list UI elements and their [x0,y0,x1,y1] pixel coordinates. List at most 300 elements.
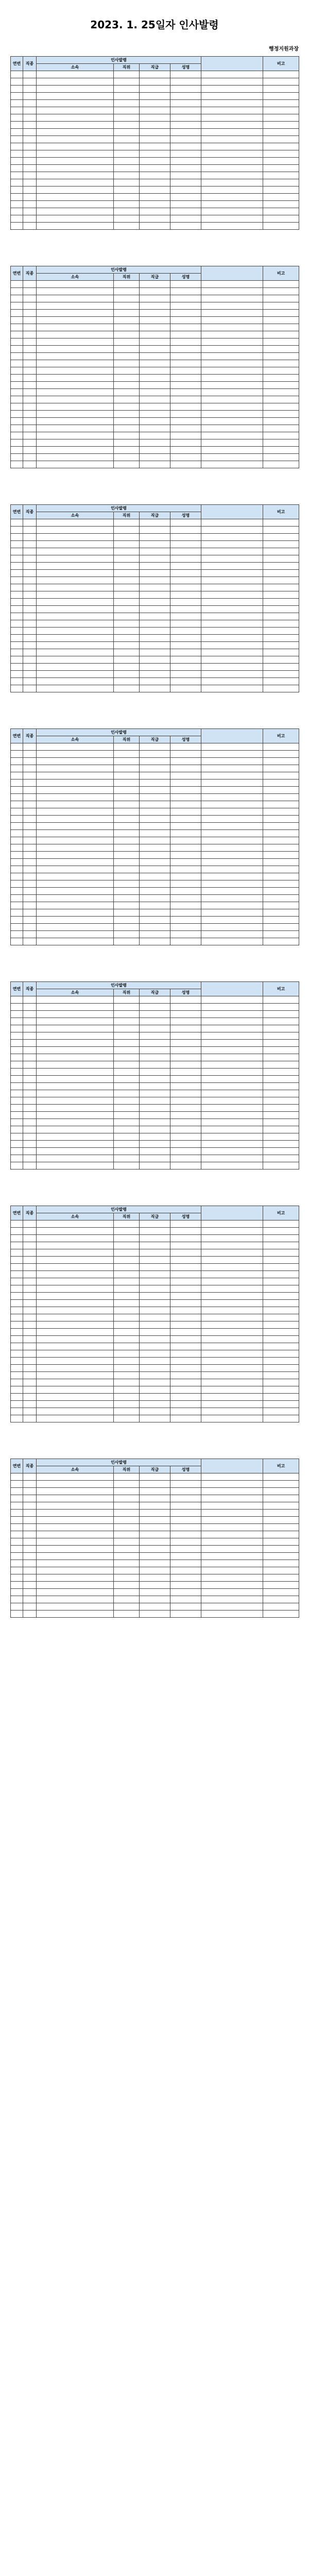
table-cell [37,873,114,880]
table-cell [170,1582,201,1589]
table-cell [23,432,37,439]
table-row [11,844,299,852]
table-cell [263,1097,299,1105]
table-cell [11,346,23,353]
table-cell [23,1047,37,1054]
table-cell [170,179,201,187]
table-cell [114,1574,140,1582]
table-cell [23,924,37,931]
table-cell [23,570,37,577]
table-cell [23,1242,37,1249]
table-cell [170,685,201,692]
table-cell [23,172,37,179]
table-cell [140,938,170,945]
table-cell [263,382,299,389]
table-row [11,215,299,223]
table-cell [201,1162,263,1170]
table-cell [263,403,299,411]
table-cell [114,541,140,548]
table-cell [170,129,201,136]
table-cell [263,888,299,895]
table-cell [140,201,170,208]
table-cell [23,136,37,143]
table-cell [114,1329,140,1336]
table-cell [11,461,23,468]
table-cell [11,1408,23,1415]
column-header: 비고 [263,1459,299,1473]
table-cell [114,1510,140,1517]
table-row [11,1560,299,1567]
table-cell [170,555,201,563]
table-cell [37,938,114,945]
table-cell [170,772,201,779]
table-cell [263,1083,299,1090]
table-row [11,823,299,830]
table-cell [140,1133,170,1141]
column-header: 직종 [23,57,37,71]
table-cell [170,281,201,288]
table-cell [170,1596,201,1603]
table-cell [170,107,201,114]
table-cell [23,317,37,324]
table-cell [11,996,23,1004]
table-cell [11,281,23,288]
table-cell [114,432,140,439]
table-cell [23,1386,37,1394]
table-cell [140,1083,170,1090]
table-cell [114,1538,140,1546]
table-cell [170,606,201,613]
table-row [11,129,299,136]
table-cell [170,527,201,534]
table-cell [201,642,263,649]
table-cell [23,281,37,288]
table-row [11,1076,299,1083]
table-cell [114,1560,140,1567]
table-cell [140,931,170,938]
table-cell [114,411,140,418]
table-cell [201,852,263,859]
table-cell [23,866,37,873]
table-cell [263,1148,299,1155]
table-cell [23,86,37,93]
table-row [11,375,299,382]
table-cell [140,555,170,563]
table-cell [140,1040,170,1047]
table-cell [11,1321,23,1329]
table-cell [37,71,114,78]
table-cell [140,1596,170,1603]
table-cell [263,1350,299,1358]
table-cell [37,635,114,642]
table-cell [37,1061,114,1069]
table-cell [11,1589,23,1596]
table-row [11,1090,299,1097]
table-cell [140,1553,170,1560]
table-cell [114,1105,140,1112]
table-cell [23,411,37,418]
table-cell [23,1293,37,1300]
table-cell [114,1047,140,1054]
table-cell [170,1365,201,1372]
table-row [11,1336,299,1343]
table-cell [23,1560,37,1567]
table-cell [263,1293,299,1300]
table-cell [114,563,140,570]
table-cell [170,570,201,577]
table-cell [263,201,299,208]
table-cell [37,1314,114,1321]
table-cell [140,519,170,527]
table-row [11,367,299,375]
table-cell [170,1531,201,1538]
table-cell [201,1018,263,1025]
table-cell [37,1105,114,1112]
table-cell [11,909,23,917]
table-cell [170,902,201,909]
column-header: 소속 [37,512,114,519]
table-cell [170,403,201,411]
table-cell [114,996,140,1004]
table-cell [11,1097,23,1105]
table-cell [201,823,263,830]
table-cell [201,548,263,555]
column-header: 성명 [170,989,201,996]
table-cell [140,859,170,866]
table-cell [37,1473,114,1481]
table-cell [114,1379,140,1386]
table-cell [11,1560,23,1567]
table-cell [23,338,37,346]
table-cell [37,1097,114,1105]
table-cell [140,129,170,136]
table-row [11,454,299,461]
table-cell [11,1495,23,1502]
table-cell [170,1314,201,1321]
table-cell [263,1155,299,1162]
table-cell [263,577,299,584]
table-cell [140,194,170,201]
table-cell [23,888,37,895]
table-cell [37,656,114,664]
table-cell [11,1040,23,1047]
table-cell [37,1321,114,1329]
table-cell [263,1567,299,1574]
table-cell [170,563,201,570]
table-cell [170,1589,201,1596]
table-cell [170,1105,201,1112]
table-cell [37,743,114,751]
table-cell [11,1365,23,1372]
table-cell [37,642,114,649]
table-cell [37,1264,114,1271]
table-cell [114,338,140,346]
table-cell [11,447,23,454]
table-cell [114,454,140,461]
table-cell [140,620,170,628]
table-cell [37,671,114,678]
table-cell [114,794,140,801]
table-cell [263,107,299,114]
table-cell [11,751,23,758]
table-cell [11,1025,23,1032]
table-cell [201,454,263,461]
table-cell [263,1105,299,1112]
table-cell [114,1083,140,1090]
table-cell [37,534,114,541]
table-cell [170,1032,201,1040]
table-cell [23,649,37,656]
table-cell [37,996,114,1004]
column-header: 성명 [170,274,201,281]
table-cell [37,1018,114,1025]
table-cell [140,86,170,93]
table-cell [11,555,23,563]
table-cell [170,1379,201,1386]
table-cell [114,880,140,888]
table-cell [140,324,170,331]
table-cell [23,1358,37,1365]
table-cell [263,823,299,830]
table-cell [201,338,263,346]
table-row [11,1329,299,1336]
table-cell [11,1133,23,1141]
table-cell [201,1148,263,1155]
table-cell [140,642,170,649]
table-row [11,201,299,208]
table-cell [170,1133,201,1141]
table-cell [11,613,23,620]
table-cell [114,534,140,541]
table-cell [37,1076,114,1083]
table-cell [11,432,23,439]
table-cell [37,1365,114,1372]
table-row [11,1097,299,1105]
table-cell [114,1502,140,1510]
table-cell [23,1278,37,1285]
table-cell [11,1567,23,1574]
table-cell [140,302,170,310]
table-cell [11,563,23,570]
column-header: 연번 [11,57,23,71]
table-cell [11,519,23,527]
table-cell [201,201,263,208]
table-cell [263,1365,299,1372]
table-cell [263,1133,299,1141]
column-header: 직위 [114,512,140,519]
table-cell [201,461,263,468]
table-cell [37,1524,114,1531]
table-cell [201,1611,263,1618]
table-cell [37,751,114,758]
table-cell [201,447,263,454]
table-cell [11,1112,23,1119]
personnel-table-block [10,504,299,692]
table-cell [11,541,23,548]
table-cell [170,924,201,931]
table-cell [263,1502,299,1510]
table-cell [170,541,201,548]
table-cell [170,1018,201,1025]
table-cell [37,678,114,685]
table-cell [170,1221,201,1228]
table-cell [201,288,263,295]
personnel-table [10,728,299,945]
column-header: 직급 [140,64,170,71]
table-cell [263,772,299,779]
table-cell [11,114,23,122]
table-cell [23,1488,37,1495]
table-cell [114,295,140,302]
table-cell [140,1025,170,1032]
table-cell [37,931,114,938]
table-cell [114,1336,140,1343]
table-cell [201,1264,263,1271]
table-cell [37,129,114,136]
table-cell [170,1264,201,1271]
table-cell [37,1112,114,1119]
table-cell [23,194,37,201]
table-row [11,866,299,873]
table-cell [114,158,140,165]
table-cell [263,100,299,107]
table-cell [37,917,114,924]
table-cell [170,880,201,888]
table-cell [11,425,23,432]
table-cell [201,801,263,808]
table-cell [114,678,140,685]
table-cell [263,751,299,758]
table-cell [114,324,140,331]
table-cell [263,743,299,751]
table-row [11,1032,299,1040]
table-cell [170,1502,201,1510]
table-cell [114,136,140,143]
table-cell [114,360,140,367]
table-row [11,1343,299,1350]
table-cell [37,1336,114,1343]
personnel-table [10,504,299,692]
table-cell [23,107,37,114]
table-cell [201,1553,263,1560]
table-cell [37,1235,114,1242]
table-cell [263,172,299,179]
table-cell [23,1329,37,1336]
column-header: 직급 [140,512,170,519]
table-cell [11,100,23,107]
table-cell [170,100,201,107]
table-cell [201,996,263,1004]
table-cell [114,367,140,375]
table-cell [37,606,114,613]
table-cell [37,563,114,570]
table-cell [37,439,114,447]
table-cell [263,1314,299,1321]
table-cell [114,1271,140,1278]
table-cell [201,1004,263,1011]
table-cell [263,548,299,555]
table-cell [170,223,201,230]
table-cell [201,1517,263,1524]
table-cell [140,917,170,924]
table-cell [11,743,23,751]
table-cell [37,902,114,909]
table-cell [11,1228,23,1235]
table-cell [11,816,23,823]
table-cell [170,873,201,880]
table-cell [114,331,140,338]
table-cell [263,1589,299,1596]
table-row [11,1358,299,1365]
table-cell [37,816,114,823]
table-cell [114,859,140,866]
table-cell [11,223,23,230]
table-cell [114,649,140,656]
table-cell [170,1538,201,1546]
table-cell [37,411,114,418]
column-header: 연번 [11,266,23,281]
table-cell [23,1517,37,1524]
table-row [11,165,299,172]
table-cell [201,1141,263,1148]
table-cell [37,454,114,461]
table-cell [170,1321,201,1329]
table-cell [140,816,170,823]
table-row [11,1546,299,1553]
table-cell [201,1300,263,1307]
column-header: 직위 [114,64,140,71]
table-cell [170,852,201,859]
table-cell [140,563,170,570]
table-cell [201,1076,263,1083]
column-header: 성명 [170,1213,201,1221]
table-row [11,71,299,78]
table-cell [263,208,299,215]
table-cell [11,403,23,411]
table-row [11,852,299,859]
table-cell [114,584,140,591]
table-cell [140,1473,170,1481]
table-row [11,888,299,895]
table-cell [170,425,201,432]
table-cell [37,447,114,454]
table-cell [263,1264,299,1271]
table-cell [201,317,263,324]
table-cell [263,425,299,432]
table-cell [23,1105,37,1112]
table-cell [201,389,263,396]
table-cell [263,938,299,945]
table-cell [140,288,170,295]
column-header: 연번 [11,1459,23,1473]
table-cell [114,830,140,837]
table-cell [201,295,263,302]
table-cell [114,656,140,664]
table-cell [11,93,23,100]
table-row [11,1401,299,1408]
table-cell [170,1553,201,1560]
table-cell [37,591,114,599]
table-cell [37,613,114,620]
table-cell [11,859,23,866]
table-cell [23,895,37,902]
table-cell [140,1221,170,1228]
table-cell [114,902,140,909]
table-cell [140,873,170,880]
table-row [11,519,299,527]
table-row [11,179,299,187]
table-cell [201,1582,263,1589]
